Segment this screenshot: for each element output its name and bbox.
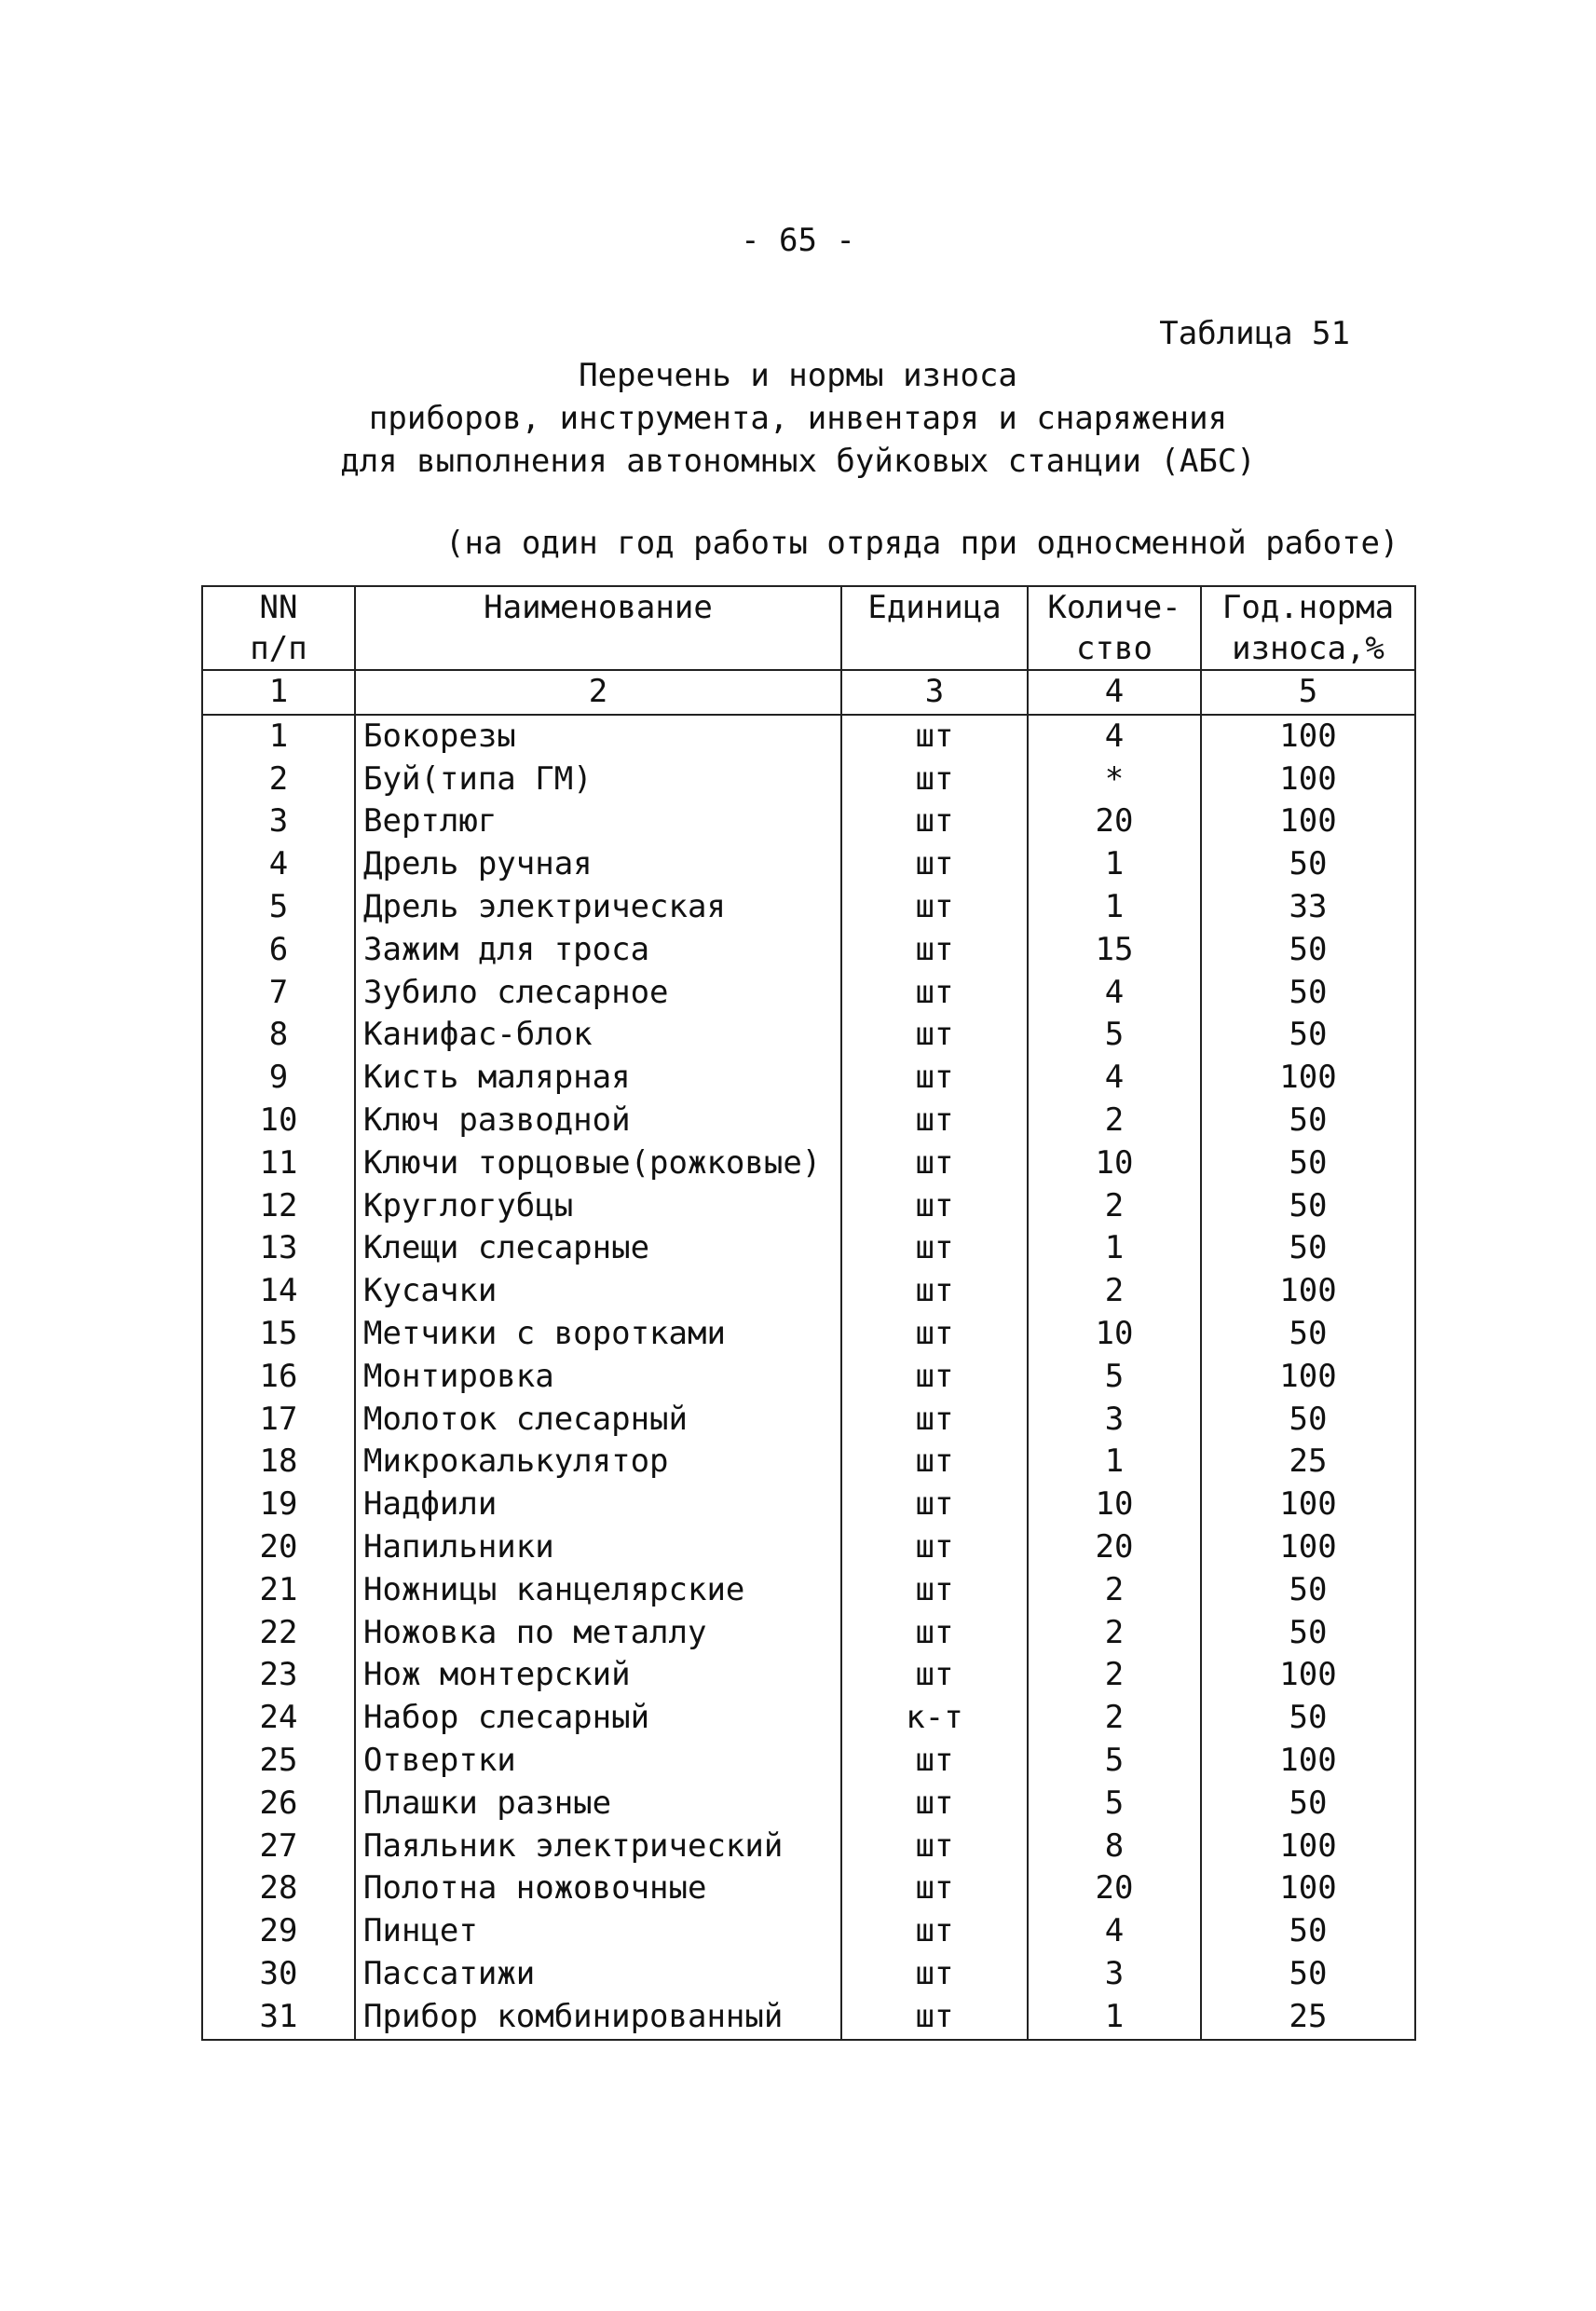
row-number: 12 bbox=[202, 1185, 355, 1228]
item-unit: шт bbox=[841, 1399, 1028, 1442]
item-name: Паяльник электрический bbox=[355, 1826, 841, 1868]
item-unit: шт bbox=[841, 1057, 1028, 1100]
item-wear-norm: 100 bbox=[1201, 1270, 1415, 1313]
row-number: 23 bbox=[202, 1654, 355, 1697]
item-wear-norm: 50 bbox=[1201, 843, 1415, 886]
table-row bbox=[202, 1996, 1415, 2040]
item-name: Плашки разные bbox=[355, 1783, 841, 1826]
item-wear-norm: 50 bbox=[1201, 972, 1415, 1015]
item-quantity: 20 bbox=[1028, 1526, 1201, 1569]
header-name: Наименование bbox=[355, 586, 841, 628]
item-quantity: 5 bbox=[1028, 1783, 1201, 1826]
table-number: Таблица 51 bbox=[1159, 315, 1350, 352]
item-name: Зажим для троса bbox=[355, 929, 841, 972]
item-unit: шт bbox=[841, 1783, 1028, 1826]
header-unit: Единица bbox=[841, 586, 1028, 628]
item-name: Напильники bbox=[355, 1526, 841, 1569]
row-number: 8 bbox=[202, 1014, 355, 1057]
item-quantity: 3 bbox=[1028, 1953, 1201, 1996]
table-row bbox=[202, 1826, 1415, 1868]
item-name: Дрель электрическая bbox=[355, 886, 841, 929]
table-row bbox=[202, 1569, 1415, 1612]
item-unit: шт bbox=[841, 1270, 1028, 1313]
row-number: 25 bbox=[202, 1740, 355, 1783]
table-row bbox=[202, 1185, 1415, 1228]
header-wear-norm: Год.норма bbox=[1201, 586, 1415, 628]
row-number: 20 bbox=[202, 1526, 355, 1569]
table-row bbox=[202, 1867, 1415, 1910]
row-number: 7 bbox=[202, 972, 355, 1015]
item-unit: шт bbox=[841, 929, 1028, 972]
row-number: 6 bbox=[202, 929, 355, 972]
item-wear-norm: 50 bbox=[1201, 1100, 1415, 1142]
header-number: NN bbox=[202, 586, 355, 628]
item-name: Бокорезы bbox=[355, 715, 841, 759]
table-row bbox=[202, 1142, 1415, 1185]
item-unit: шт bbox=[841, 1014, 1028, 1057]
item-wear-norm: 100 bbox=[1201, 1526, 1415, 1569]
table-row bbox=[202, 886, 1415, 929]
item-name: Буй(типа ГМ) bbox=[355, 759, 841, 801]
item-unit: шт bbox=[841, 1100, 1028, 1142]
item-wear-norm: 50 bbox=[1201, 1910, 1415, 1953]
item-quantity: * bbox=[1028, 759, 1201, 801]
item-quantity: 2 bbox=[1028, 1697, 1201, 1740]
item-unit: шт bbox=[841, 1654, 1028, 1697]
table-title bbox=[0, 354, 1596, 483]
table-subtitle: (на один год работы отряда при односменной работе) bbox=[445, 525, 1399, 562]
item-quantity: 5 bbox=[1028, 1356, 1201, 1399]
item-quantity: 2 bbox=[1028, 1270, 1201, 1313]
item-name: Зубило слесарное bbox=[355, 972, 841, 1015]
item-unit: шт bbox=[841, 1953, 1028, 1996]
item-unit: шт bbox=[841, 972, 1028, 1015]
column-number: 5 bbox=[1201, 670, 1415, 715]
item-unit: шт bbox=[841, 1996, 1028, 2040]
item-name: Микрокалькулятор bbox=[355, 1441, 841, 1484]
row-number: 11 bbox=[202, 1142, 355, 1185]
item-wear-norm: 100 bbox=[1201, 1826, 1415, 1868]
wear-norms-table-container bbox=[201, 585, 1414, 2041]
row-number: 17 bbox=[202, 1399, 355, 1442]
item-name: Ножовка по металлу bbox=[355, 1612, 841, 1655]
row-number: 5 bbox=[202, 886, 355, 929]
table-row bbox=[202, 1526, 1415, 1569]
row-number: 13 bbox=[202, 1227, 355, 1270]
item-unit: шт bbox=[841, 800, 1028, 843]
item-wear-norm: 25 bbox=[1201, 1441, 1415, 1484]
item-unit: шт bbox=[841, 843, 1028, 886]
column-number: 1 bbox=[202, 670, 355, 715]
item-unit: шт bbox=[841, 1227, 1028, 1270]
title-line: Перечень и нормы износа bbox=[579, 357, 1017, 394]
item-wear-norm: 50 bbox=[1201, 1399, 1415, 1442]
header-quantity: Количе- bbox=[1028, 586, 1201, 628]
row-number: 30 bbox=[202, 1953, 355, 1996]
row-number: 10 bbox=[202, 1100, 355, 1142]
item-quantity: 1 bbox=[1028, 886, 1201, 929]
item-wear-norm: 100 bbox=[1201, 1867, 1415, 1910]
row-number: 15 bbox=[202, 1313, 355, 1356]
item-quantity: 4 bbox=[1028, 972, 1201, 1015]
item-name: Кисть малярная bbox=[355, 1057, 841, 1100]
header-wear-norm-line2: износа,% bbox=[1201, 628, 1415, 670]
table-row bbox=[202, 1484, 1415, 1526]
column-number: 2 bbox=[355, 670, 841, 715]
table-row bbox=[202, 1100, 1415, 1142]
page-number: - 65 - bbox=[741, 222, 855, 259]
item-quantity: 10 bbox=[1028, 1142, 1201, 1185]
item-unit: шт bbox=[841, 1612, 1028, 1655]
header-number-line2: п/п bbox=[202, 628, 355, 670]
item-name: Кусачки bbox=[355, 1270, 841, 1313]
row-number: 24 bbox=[202, 1697, 355, 1740]
table-row bbox=[202, 1953, 1415, 1996]
header-row bbox=[202, 586, 1415, 628]
item-wear-norm: 100 bbox=[1201, 1356, 1415, 1399]
table-row bbox=[202, 1910, 1415, 1953]
item-unit: шт bbox=[841, 1526, 1028, 1569]
column-number: 4 bbox=[1028, 670, 1201, 715]
item-wear-norm: 100 bbox=[1201, 1654, 1415, 1697]
item-quantity: 2 bbox=[1028, 1569, 1201, 1612]
item-quantity: 1 bbox=[1028, 1227, 1201, 1270]
row-number: 1 bbox=[202, 715, 355, 759]
table-row bbox=[202, 972, 1415, 1015]
table-row bbox=[202, 843, 1415, 886]
item-wear-norm: 100 bbox=[1201, 715, 1415, 759]
item-unit: шт bbox=[841, 1740, 1028, 1783]
item-name: Набор слесарный bbox=[355, 1697, 841, 1740]
wear-norms-table bbox=[201, 585, 1416, 2041]
item-unit: шт bbox=[841, 1484, 1028, 1526]
item-unit: шт bbox=[841, 886, 1028, 929]
item-wear-norm: 50 bbox=[1201, 1313, 1415, 1356]
item-wear-norm: 50 bbox=[1201, 929, 1415, 972]
table-row bbox=[202, 759, 1415, 801]
item-quantity: 4 bbox=[1028, 1910, 1201, 1953]
row-number: 14 bbox=[202, 1270, 355, 1313]
item-unit: шт bbox=[841, 759, 1028, 801]
item-quantity: 1 bbox=[1028, 843, 1201, 886]
item-wear-norm: 100 bbox=[1201, 1484, 1415, 1526]
item-wear-norm: 100 bbox=[1201, 1740, 1415, 1783]
header-unit-blank bbox=[841, 628, 1028, 670]
item-quantity: 2 bbox=[1028, 1654, 1201, 1697]
table-row bbox=[202, 1227, 1415, 1270]
item-quantity: 5 bbox=[1028, 1740, 1201, 1783]
item-wear-norm: 50 bbox=[1201, 1783, 1415, 1826]
table-body bbox=[202, 715, 1415, 2040]
table-row bbox=[202, 800, 1415, 843]
item-name: Канифас-блок bbox=[355, 1014, 841, 1057]
row-number: 4 bbox=[202, 843, 355, 886]
item-wear-norm: 100 bbox=[1201, 1057, 1415, 1100]
row-number: 29 bbox=[202, 1910, 355, 1953]
item-name: Пинцет bbox=[355, 1910, 841, 1953]
item-wear-norm: 50 bbox=[1201, 1227, 1415, 1270]
header-quantity-line2: ство bbox=[1028, 628, 1201, 670]
item-unit: шт bbox=[841, 1356, 1028, 1399]
table-row bbox=[202, 1356, 1415, 1399]
table-row bbox=[202, 1441, 1415, 1484]
table-row bbox=[202, 1783, 1415, 1826]
table-row bbox=[202, 1612, 1415, 1655]
table-row bbox=[202, 1313, 1415, 1356]
table-row bbox=[202, 1270, 1415, 1313]
item-unit: шт bbox=[841, 1910, 1028, 1953]
column-number: 3 bbox=[841, 670, 1028, 715]
table-row bbox=[202, 929, 1415, 972]
row-number: 19 bbox=[202, 1484, 355, 1526]
table-row bbox=[202, 1399, 1415, 1442]
item-quantity: 2 bbox=[1028, 1612, 1201, 1655]
item-quantity: 4 bbox=[1028, 715, 1201, 759]
item-name: Нож монтерский bbox=[355, 1654, 841, 1697]
item-quantity: 3 bbox=[1028, 1399, 1201, 1442]
row-number: 3 bbox=[202, 800, 355, 843]
item-name: Клещи слесарные bbox=[355, 1227, 841, 1270]
item-quantity: 2 bbox=[1028, 1185, 1201, 1228]
item-quantity: 20 bbox=[1028, 800, 1201, 843]
item-name: Круглогубцы bbox=[355, 1185, 841, 1228]
item-unit: шт bbox=[841, 1185, 1028, 1228]
item-wear-norm: 50 bbox=[1201, 1569, 1415, 1612]
item-name: Вертлюг bbox=[355, 800, 841, 843]
item-wear-norm: 50 bbox=[1201, 1014, 1415, 1057]
item-wear-norm: 100 bbox=[1201, 759, 1415, 801]
item-name: Полотна ножовочные bbox=[355, 1867, 841, 1910]
item-unit: шт bbox=[841, 1826, 1028, 1868]
item-name: Монтировка bbox=[355, 1356, 841, 1399]
item-wear-norm: 25 bbox=[1201, 1996, 1415, 2040]
row-number: 28 bbox=[202, 1867, 355, 1910]
item-wear-norm: 50 bbox=[1201, 1697, 1415, 1740]
item-quantity: 20 bbox=[1028, 1867, 1201, 1910]
item-unit: шт bbox=[841, 715, 1028, 759]
item-quantity: 5 bbox=[1028, 1014, 1201, 1057]
header-row bbox=[202, 628, 1415, 670]
item-name: Надфили bbox=[355, 1484, 841, 1526]
row-number: 2 bbox=[202, 759, 355, 801]
item-unit: шт bbox=[841, 1441, 1028, 1484]
item-wear-norm: 100 bbox=[1201, 800, 1415, 843]
row-number: 16 bbox=[202, 1356, 355, 1399]
item-name: Ключи торцовые(рожковые) bbox=[355, 1142, 841, 1185]
item-name: Отвертки bbox=[355, 1740, 841, 1783]
item-name: Ключ разводной bbox=[355, 1100, 841, 1142]
item-quantity: 8 bbox=[1028, 1826, 1201, 1868]
column-number-row bbox=[202, 670, 1415, 715]
row-number: 18 bbox=[202, 1441, 355, 1484]
table-row bbox=[202, 715, 1415, 759]
title-line: приборов, инструмента, инвентаря и снаряжения bbox=[368, 400, 1228, 437]
item-quantity: 10 bbox=[1028, 1313, 1201, 1356]
row-number: 27 bbox=[202, 1826, 355, 1868]
row-number: 31 bbox=[202, 1996, 355, 2040]
table-row bbox=[202, 1740, 1415, 1783]
item-quantity: 15 bbox=[1028, 929, 1201, 972]
item-name: Пассатижи bbox=[355, 1953, 841, 1996]
table-row bbox=[202, 1697, 1415, 1740]
item-wear-norm: 50 bbox=[1201, 1612, 1415, 1655]
table-row bbox=[202, 1057, 1415, 1100]
item-quantity: 10 bbox=[1028, 1484, 1201, 1526]
item-name: Ножницы канцелярские bbox=[355, 1569, 841, 1612]
item-wear-norm: 50 bbox=[1201, 1142, 1415, 1185]
item-quantity: 4 bbox=[1028, 1057, 1201, 1100]
item-name: Молоток слесарный bbox=[355, 1399, 841, 1442]
item-unit: шт bbox=[841, 1142, 1028, 1185]
title-line: для выполнения автономных буйковых станции (АБС) bbox=[340, 443, 1256, 480]
item-name: Прибор комбинированный bbox=[355, 1996, 841, 2040]
item-name: Метчики с воротками bbox=[355, 1313, 841, 1356]
item-unit: к-т bbox=[841, 1697, 1028, 1740]
table-row bbox=[202, 1014, 1415, 1057]
item-quantity: 1 bbox=[1028, 1996, 1201, 2040]
item-quantity: 2 bbox=[1028, 1100, 1201, 1142]
row-number: 21 bbox=[202, 1569, 355, 1612]
item-name: Дрель ручная bbox=[355, 843, 841, 886]
item-wear-norm: 33 bbox=[1201, 886, 1415, 929]
table-row bbox=[202, 1654, 1415, 1697]
item-unit: шт bbox=[841, 1313, 1028, 1356]
item-wear-norm: 50 bbox=[1201, 1953, 1415, 1996]
row-number: 26 bbox=[202, 1783, 355, 1826]
row-number: 9 bbox=[202, 1057, 355, 1100]
header-name-blank bbox=[355, 628, 841, 670]
item-wear-norm: 50 bbox=[1201, 1185, 1415, 1228]
item-unit: шт bbox=[841, 1569, 1028, 1612]
item-quantity: 1 bbox=[1028, 1441, 1201, 1484]
row-number: 22 bbox=[202, 1612, 355, 1655]
item-unit: шт bbox=[841, 1867, 1028, 1910]
